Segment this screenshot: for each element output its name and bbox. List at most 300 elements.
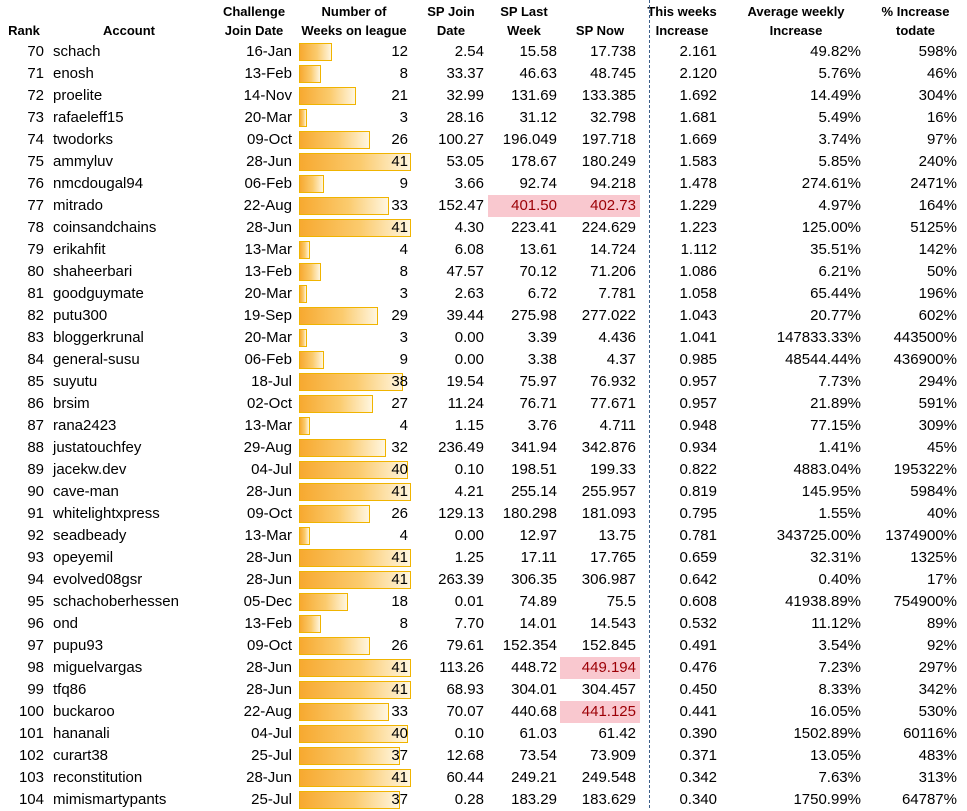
- avg-weekly-cell[interactable]: 1.55%: [818, 505, 861, 522]
- rank-cell[interactable]: 89: [27, 461, 44, 478]
- avg-weekly-cell[interactable]: 48544.44%: [785, 351, 861, 368]
- this-week-cell[interactable]: 0.819: [679, 483, 717, 500]
- rank-cell[interactable]: 86: [27, 395, 44, 412]
- table-row[interactable]: [0, 635, 967, 657]
- pct-todate-cell[interactable]: 598%: [918, 43, 957, 60]
- this-week-cell[interactable]: 0.491: [679, 637, 717, 654]
- this-week-cell[interactable]: 0.822: [679, 461, 717, 478]
- account-cell[interactable]: cave-man: [53, 483, 119, 500]
- account-cell[interactable]: ond: [53, 615, 79, 632]
- table-row[interactable]: [0, 591, 967, 613]
- sp-now-cell[interactable]: 76.932: [590, 373, 636, 390]
- weeks-cell[interactable]: [296, 459, 414, 481]
- join-date-cell[interactable]: 06-Feb: [244, 351, 292, 368]
- rank-cell[interactable]: 97: [27, 637, 44, 654]
- account-cell[interactable]: opeyemil: [53, 549, 114, 566]
- sp-last-cell[interactable]: 73.54: [519, 747, 557, 764]
- account-cell[interactable]: enosh: [53, 65, 94, 82]
- rank-cell[interactable]: 71: [27, 65, 44, 82]
- sp-now-cell[interactable]: 180.249: [581, 153, 636, 170]
- account-cell[interactable]: bloggerkrunal: [53, 329, 144, 346]
- rank-cell[interactable]: 83: [27, 329, 44, 346]
- rank-cell[interactable]: 90: [27, 483, 44, 500]
- this-week-cell[interactable]: 0.441: [679, 703, 717, 720]
- rank-cell[interactable]: 73: [27, 109, 44, 126]
- sp-now-cell[interactable]: 71.206: [590, 263, 636, 280]
- weeks-cell[interactable]: [296, 349, 414, 371]
- sp-last-cell[interactable]: 3.39: [527, 329, 557, 346]
- this-week-cell[interactable]: 0.476: [679, 659, 717, 676]
- table-row[interactable]: [0, 569, 967, 591]
- sp-now-cell[interactable]: 224.629: [581, 219, 636, 236]
- header-rank[interactable]: [0, 0, 48, 42]
- sp-last-cell[interactable]: 14.01: [519, 615, 557, 632]
- join-date-cell[interactable]: 28-Jun: [246, 549, 292, 566]
- join-date-cell[interactable]: 29-Aug: [243, 439, 292, 456]
- rank-cell[interactable]: 84: [27, 351, 44, 368]
- join-date-cell[interactable]: 20-Mar: [244, 109, 292, 126]
- sp-join-cell[interactable]: 19.54: [446, 373, 484, 390]
- table-row[interactable]: [0, 371, 967, 393]
- table-row[interactable]: [0, 503, 967, 525]
- avg-weekly-cell[interactable]: 343725.00%: [776, 527, 861, 544]
- sp-now-cell[interactable]: 449.194: [560, 657, 640, 679]
- this-week-cell[interactable]: 0.371: [679, 747, 717, 764]
- table-row[interactable]: [0, 261, 967, 283]
- sp-join-cell[interactable]: 129.13: [438, 505, 484, 522]
- account-cell[interactable]: miguelvargas: [53, 659, 143, 676]
- weeks-cell[interactable]: [296, 437, 414, 459]
- rank-cell[interactable]: 87: [27, 417, 44, 434]
- this-week-cell[interactable]: 1.058: [679, 285, 717, 302]
- sp-join-cell[interactable]: 0.28: [454, 791, 484, 808]
- sp-join-cell[interactable]: 4.30: [454, 219, 484, 236]
- join-date-cell[interactable]: 04-Jul: [251, 461, 292, 478]
- sp-join-cell[interactable]: 68.93: [446, 681, 484, 698]
- account-cell[interactable]: justatouchfey: [53, 439, 142, 456]
- join-date-cell[interactable]: 06-Feb: [244, 175, 292, 192]
- rank-cell[interactable]: 79: [27, 241, 44, 258]
- account-cell[interactable]: evolved08gsr: [53, 571, 143, 588]
- avg-weekly-cell[interactable]: 32.31%: [810, 549, 861, 566]
- pct-todate-cell[interactable]: 89%: [926, 615, 957, 632]
- sp-join-cell[interactable]: 70.07: [446, 703, 484, 720]
- sp-last-cell[interactable]: 74.89: [519, 593, 557, 610]
- weeks-cell[interactable]: [296, 591, 414, 613]
- sp-now-cell[interactable]: 199.33: [590, 461, 636, 478]
- pct-todate-cell[interactable]: 16%: [926, 109, 957, 126]
- sp-now-cell[interactable]: 13.75: [598, 527, 636, 544]
- sp-last-cell[interactable]: 6.72: [527, 285, 557, 302]
- account-cell[interactable]: pupu93: [53, 637, 104, 654]
- join-date-cell[interactable]: 09-Oct: [246, 131, 292, 148]
- rank-cell[interactable]: 72: [27, 87, 44, 104]
- rank-cell[interactable]: 78: [27, 219, 44, 236]
- table-row[interactable]: [0, 305, 967, 327]
- avg-weekly-cell[interactable]: 6.21%: [818, 263, 861, 280]
- sp-last-cell[interactable]: 13.61: [519, 241, 557, 258]
- sp-now-cell[interactable]: 304.457: [581, 681, 636, 698]
- sp-join-cell[interactable]: 152.47: [438, 197, 484, 214]
- sp-now-cell[interactable]: 48.745: [590, 65, 636, 82]
- pct-todate-cell[interactable]: 97%: [926, 131, 957, 148]
- join-date-cell[interactable]: 04-Jul: [251, 725, 292, 742]
- rank-cell[interactable]: 70: [27, 43, 44, 60]
- sp-last-cell[interactable]: 92.74: [519, 175, 557, 192]
- account-cell[interactable]: whitelightxpress: [53, 505, 160, 522]
- weeks-cell[interactable]: [296, 679, 414, 701]
- join-date-cell[interactable]: 28-Jun: [246, 769, 292, 786]
- account-cell[interactable]: hananali: [53, 725, 110, 742]
- header-sp-now[interactable]: [560, 0, 640, 42]
- rank-cell[interactable]: 98: [27, 659, 44, 676]
- account-cell[interactable]: rana2423: [53, 417, 117, 434]
- this-week-cell[interactable]: 1.669: [679, 131, 717, 148]
- account-cell[interactable]: jacekw.dev: [53, 461, 127, 478]
- table-row[interactable]: [0, 217, 967, 239]
- table-row[interactable]: [0, 723, 967, 745]
- sp-now-cell[interactable]: 133.385: [581, 87, 636, 104]
- weeks-cell[interactable]: [296, 63, 414, 85]
- sp-last-cell[interactable]: 198.51: [511, 461, 557, 478]
- this-week-cell[interactable]: 1.583: [679, 153, 717, 170]
- account-cell[interactable]: coinsandchains: [53, 219, 157, 236]
- avg-weekly-cell[interactable]: 77.15%: [810, 417, 861, 434]
- pct-todate-cell[interactable]: 443500%: [893, 329, 957, 346]
- sp-now-cell[interactable]: 75.5: [606, 593, 636, 610]
- weeks-cell[interactable]: [296, 657, 414, 679]
- table-row[interactable]: [0, 195, 967, 217]
- weeks-cell[interactable]: [296, 393, 414, 415]
- account-cell[interactable]: ammyluv: [53, 153, 114, 170]
- this-week-cell[interactable]: 0.532: [679, 615, 717, 632]
- pct-todate-cell[interactable]: 5984%: [910, 483, 957, 500]
- rank-cell[interactable]: 77: [27, 197, 44, 214]
- this-week-cell[interactable]: 0.340: [679, 791, 717, 808]
- sp-join-cell[interactable]: 4.21: [454, 483, 484, 500]
- join-date-cell[interactable]: 13-Mar: [244, 527, 292, 544]
- sp-join-cell[interactable]: 1.15: [454, 417, 484, 434]
- sp-last-cell[interactable]: 3.76: [527, 417, 557, 434]
- avg-weekly-cell[interactable]: 14.49%: [810, 87, 861, 104]
- sp-now-cell[interactable]: 4.37: [606, 351, 636, 368]
- this-week-cell[interactable]: 0.957: [679, 395, 717, 412]
- avg-weekly-cell[interactable]: 1750.99%: [793, 791, 861, 808]
- sp-join-cell[interactable]: 47.57: [446, 263, 484, 280]
- sp-join-cell[interactable]: 2.63: [454, 285, 484, 302]
- avg-weekly-cell[interactable]: 11.12%: [811, 615, 861, 632]
- sp-last-cell[interactable]: 131.69: [511, 87, 557, 104]
- weeks-cell[interactable]: [296, 41, 414, 63]
- pct-todate-cell[interactable]: 5125%: [910, 219, 957, 236]
- avg-weekly-cell[interactable]: 4883.04%: [793, 461, 861, 478]
- pct-todate-cell[interactable]: 304%: [918, 87, 957, 104]
- sp-join-cell[interactable]: 1.25: [454, 549, 484, 566]
- sp-join-cell[interactable]: 100.27: [438, 131, 484, 148]
- pct-todate-cell[interactable]: 2471%: [910, 175, 957, 192]
- sp-last-cell[interactable]: 75.97: [519, 373, 557, 390]
- sp-join-cell[interactable]: 28.16: [446, 109, 484, 126]
- sp-join-cell[interactable]: 0.10: [454, 461, 484, 478]
- rank-cell[interactable]: 101: [18, 725, 44, 742]
- account-cell[interactable]: proelite: [53, 87, 103, 104]
- avg-weekly-cell[interactable]: 145.95%: [801, 483, 861, 500]
- sp-now-cell[interactable]: 306.987: [581, 571, 636, 588]
- join-date-cell[interactable]: 09-Oct: [246, 505, 292, 522]
- avg-weekly-cell[interactable]: 7.63%: [818, 769, 861, 786]
- table-row[interactable]: [0, 415, 967, 437]
- weeks-cell[interactable]: [296, 85, 414, 107]
- weeks-cell[interactable]: [296, 701, 414, 723]
- join-date-cell[interactable]: 13-Feb: [244, 263, 292, 280]
- table-row[interactable]: [0, 393, 967, 415]
- sp-last-cell[interactable]: 15.58: [519, 43, 557, 60]
- rank-cell[interactable]: 81: [27, 285, 44, 302]
- table-row[interactable]: [0, 767, 967, 789]
- avg-weekly-cell[interactable]: 3.74%: [818, 131, 861, 148]
- this-week-cell[interactable]: 1.692: [679, 87, 717, 104]
- account-cell[interactable]: curart38: [53, 747, 109, 764]
- table-row[interactable]: [0, 349, 967, 371]
- avg-weekly-cell[interactable]: 125.00%: [801, 219, 861, 236]
- avg-weekly-cell[interactable]: 1.41%: [818, 439, 861, 456]
- table-row[interactable]: [0, 459, 967, 481]
- sp-now-cell[interactable]: 73.909: [590, 747, 636, 764]
- weeks-cell[interactable]: [296, 547, 414, 569]
- pct-todate-cell[interactable]: 46%: [926, 65, 957, 82]
- pct-todate-cell[interactable]: 45%: [926, 439, 957, 456]
- sp-join-cell[interactable]: 39.44: [446, 307, 484, 324]
- this-week-cell[interactable]: 0.659: [679, 549, 717, 566]
- weeks-cell[interactable]: [296, 613, 414, 635]
- sp-now-cell[interactable]: 17.738: [590, 43, 636, 60]
- header-sp-join[interactable]: [414, 0, 488, 42]
- this-week-cell[interactable]: 1.229: [679, 197, 717, 214]
- account-cell[interactable]: general-susu: [53, 351, 140, 368]
- account-cell[interactable]: shaheerbari: [53, 263, 133, 280]
- table-row[interactable]: [0, 701, 967, 723]
- rank-cell[interactable]: 76: [27, 175, 44, 192]
- header-sp-last[interactable]: [488, 0, 560, 42]
- pct-todate-cell[interactable]: 297%: [918, 659, 957, 676]
- join-date-cell[interactable]: 18-Jul: [251, 373, 292, 390]
- avg-weekly-cell[interactable]: 8.33%: [818, 681, 861, 698]
- weeks-cell[interactable]: [296, 525, 414, 547]
- header-join-date[interactable]: [212, 0, 296, 42]
- weeks-cell[interactable]: [296, 503, 414, 525]
- account-cell[interactable]: rafaeleff15: [53, 109, 124, 126]
- this-week-cell[interactable]: 0.642: [679, 571, 717, 588]
- join-date-cell[interactable]: 09-Oct: [246, 637, 292, 654]
- rank-cell[interactable]: 103: [18, 769, 44, 786]
- sp-last-cell[interactable]: 76.71: [519, 395, 557, 412]
- sp-join-cell[interactable]: 113.26: [439, 659, 484, 676]
- avg-weekly-cell[interactable]: 5.76%: [818, 65, 861, 82]
- avg-weekly-cell[interactable]: 13.05%: [810, 747, 861, 764]
- pct-todate-cell[interactable]: 50%: [926, 263, 957, 280]
- table-row[interactable]: [0, 173, 967, 195]
- rank-cell[interactable]: 93: [27, 549, 44, 566]
- sp-last-cell[interactable]: 12.97: [519, 527, 557, 544]
- avg-weekly-cell[interactable]: 16.05%: [810, 703, 861, 720]
- this-week-cell[interactable]: 1.112: [680, 241, 717, 258]
- account-cell[interactable]: putu300: [53, 307, 108, 324]
- sp-now-cell[interactable]: 4.711: [599, 417, 636, 434]
- header-avg-weekly[interactable]: [728, 0, 864, 42]
- sp-last-cell[interactable]: 223.41: [511, 219, 557, 236]
- table-row[interactable]: [0, 151, 967, 173]
- join-date-cell[interactable]: 16-Jan: [246, 43, 292, 60]
- avg-weekly-cell[interactable]: 5.85%: [818, 153, 861, 170]
- weeks-cell[interactable]: [296, 129, 414, 151]
- table-row[interactable]: [0, 283, 967, 305]
- sp-join-cell[interactable]: 0.00: [454, 329, 484, 346]
- weeks-cell[interactable]: [296, 195, 414, 217]
- avg-weekly-cell[interactable]: 35.51%: [810, 241, 861, 258]
- sp-join-cell[interactable]: 12.68: [446, 747, 484, 764]
- sp-now-cell[interactable]: 342.876: [581, 439, 636, 456]
- avg-weekly-cell[interactable]: 7.73%: [818, 373, 861, 390]
- sp-now-cell[interactable]: 402.73: [560, 195, 640, 217]
- rank-cell[interactable]: 95: [27, 593, 44, 610]
- pct-todate-cell[interactable]: 309%: [918, 417, 957, 434]
- sp-last-cell[interactable]: 448.72: [511, 659, 557, 676]
- sp-now-cell[interactable]: 183.629: [581, 791, 636, 808]
- this-week-cell[interactable]: 2.161: [679, 43, 717, 60]
- avg-weekly-cell[interactable]: 21.89%: [810, 395, 861, 412]
- pct-todate-cell[interactable]: 17%: [926, 571, 957, 588]
- this-week-cell[interactable]: 2.120: [679, 65, 717, 82]
- sp-last-cell[interactable]: 31.12: [519, 109, 557, 126]
- join-date-cell[interactable]: 20-Mar: [244, 329, 292, 346]
- pct-todate-cell[interactable]: 60116%: [903, 725, 957, 742]
- join-date-cell[interactable]: 28-Jun: [246, 483, 292, 500]
- rank-cell[interactable]: 75: [27, 153, 44, 170]
- sp-last-cell[interactable]: 70.12: [519, 263, 557, 280]
- sp-last-cell[interactable]: 183.29: [511, 791, 557, 808]
- this-week-cell[interactable]: 0.795: [679, 505, 717, 522]
- account-cell[interactable]: seadbeady: [53, 527, 127, 544]
- join-date-cell[interactable]: 28-Jun: [246, 153, 292, 170]
- this-week-cell[interactable]: 1.086: [679, 263, 717, 280]
- pct-todate-cell[interactable]: 195322%: [893, 461, 957, 478]
- header-pct-todate[interactable]: [864, 0, 967, 42]
- pct-todate-cell[interactable]: 142%: [918, 241, 957, 258]
- avg-weekly-cell[interactable]: 5.49%: [818, 109, 861, 126]
- sp-join-cell[interactable]: 6.08: [454, 241, 484, 258]
- rank-cell[interactable]: 80: [27, 263, 44, 280]
- sp-now-cell[interactable]: 181.093: [581, 505, 636, 522]
- account-cell[interactable]: erikahfit: [53, 241, 106, 258]
- table-row[interactable]: [0, 481, 967, 503]
- table-row[interactable]: [0, 657, 967, 679]
- weeks-cell[interactable]: [296, 723, 414, 745]
- rank-cell[interactable]: 100: [18, 703, 44, 720]
- account-cell[interactable]: mitrado: [53, 197, 104, 214]
- sp-now-cell[interactable]: 14.724: [590, 241, 636, 258]
- table-row[interactable]: [0, 547, 967, 569]
- table-row[interactable]: [0, 613, 967, 635]
- account-cell[interactable]: nmcdougal94: [53, 175, 144, 192]
- this-week-cell[interactable]: 0.390: [679, 725, 717, 742]
- avg-weekly-cell[interactable]: 41938.89%: [785, 593, 861, 610]
- avg-weekly-cell[interactable]: 3.54%: [818, 637, 861, 654]
- join-date-cell[interactable]: 13-Mar: [244, 241, 292, 258]
- pct-todate-cell[interactable]: 436900%: [893, 351, 957, 368]
- sp-now-cell[interactable]: 14.543: [590, 615, 636, 632]
- sp-last-cell[interactable]: 46.63: [519, 65, 557, 82]
- account-cell[interactable]: schachoberhessen: [53, 593, 179, 610]
- pct-todate-cell[interactable]: 342%: [918, 681, 957, 698]
- sp-last-cell[interactable]: 178.67: [511, 153, 557, 170]
- sp-now-cell[interactable]: 17.765: [590, 549, 636, 566]
- sp-now-cell[interactable]: 4.436: [598, 329, 636, 346]
- this-week-cell[interactable]: 1.043: [679, 307, 717, 324]
- sp-join-cell[interactable]: 0.01: [454, 593, 484, 610]
- sp-now-cell[interactable]: 255.957: [581, 483, 636, 500]
- account-cell[interactable]: suyutu: [53, 373, 98, 390]
- table-row[interactable]: [0, 327, 967, 349]
- weeks-cell[interactable]: [296, 107, 414, 129]
- rank-cell[interactable]: 94: [27, 571, 44, 588]
- pct-todate-cell[interactable]: 40%: [926, 505, 957, 522]
- sp-join-cell[interactable]: 79.61: [446, 637, 484, 654]
- table-row[interactable]: [0, 107, 967, 129]
- weeks-cell[interactable]: [296, 327, 414, 349]
- sp-last-cell[interactable]: 306.35: [511, 571, 557, 588]
- join-date-cell[interactable]: 28-Jun: [246, 659, 292, 676]
- weeks-cell[interactable]: [296, 283, 414, 305]
- rank-cell[interactable]: 96: [27, 615, 44, 632]
- sp-last-cell[interactable]: 180.298: [502, 505, 557, 522]
- sp-join-cell[interactable]: 60.44: [446, 769, 484, 786]
- avg-weekly-cell[interactable]: 147833.33%: [776, 329, 861, 346]
- sp-join-cell[interactable]: 7.70: [454, 615, 484, 632]
- pct-todate-cell[interactable]: 92%: [926, 637, 957, 654]
- weeks-cell[interactable]: [296, 767, 414, 789]
- sp-last-cell[interactable]: 255.14: [511, 483, 557, 500]
- avg-weekly-cell[interactable]: 4.97%: [818, 197, 861, 214]
- rank-cell[interactable]: 99: [27, 681, 44, 698]
- table-row[interactable]: [0, 525, 967, 547]
- sp-last-cell[interactable]: 440.68: [511, 703, 557, 720]
- join-date-cell[interactable]: 13-Feb: [244, 65, 292, 82]
- avg-weekly-cell[interactable]: 20.77%: [810, 307, 861, 324]
- table-row[interactable]: [0, 679, 967, 701]
- sp-join-cell[interactable]: 0.00: [454, 351, 484, 368]
- pct-todate-cell[interactable]: 313%: [918, 769, 957, 786]
- sp-now-cell[interactable]: 152.845: [581, 637, 636, 654]
- sp-now-cell[interactable]: 7.781: [598, 285, 636, 302]
- pct-todate-cell[interactable]: 1374900%: [885, 527, 957, 544]
- pct-todate-cell[interactable]: 64787%: [901, 791, 957, 808]
- table-row[interactable]: [0, 41, 967, 63]
- join-date-cell[interactable]: 14-Nov: [243, 87, 292, 104]
- account-cell[interactable]: reconstitution: [53, 769, 143, 786]
- join-date-cell[interactable]: 13-Feb: [244, 615, 292, 632]
- rank-cell[interactable]: 82: [27, 307, 44, 324]
- rank-cell[interactable]: 104: [18, 791, 44, 808]
- rank-cell[interactable]: 74: [27, 131, 44, 148]
- join-date-cell[interactable]: 28-Jun: [246, 219, 292, 236]
- avg-weekly-cell[interactable]: 49.82%: [810, 43, 861, 60]
- table-row[interactable]: [0, 63, 967, 85]
- avg-weekly-cell[interactable]: 274.61%: [801, 175, 861, 192]
- sp-join-cell[interactable]: 2.54: [454, 43, 484, 60]
- rank-cell[interactable]: 91: [27, 505, 44, 522]
- table-row[interactable]: [0, 745, 967, 767]
- sp-now-cell[interactable]: 441.125: [560, 701, 640, 723]
